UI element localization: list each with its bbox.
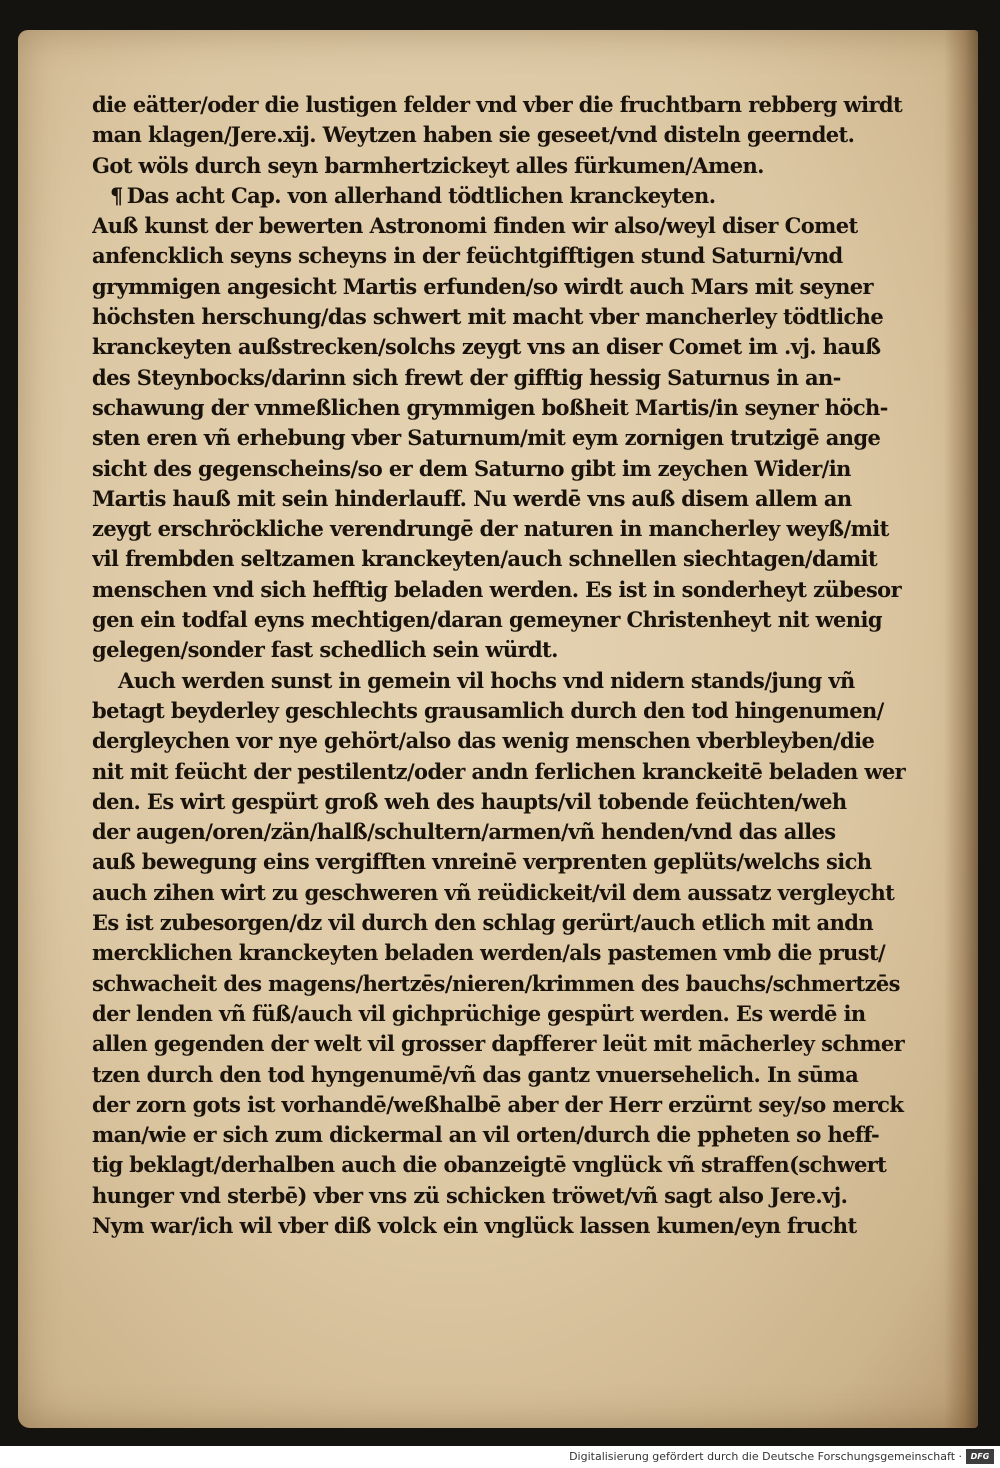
text-line: des Steynbocks/darinn sich frewt der gifftig hessig Saturnus in an- [92, 364, 841, 390]
text-line: gen ein todfal eyns mechtigen/daran gemeyner Christenheyt nit wenig [92, 607, 882, 633]
text-line: man klagen/Jere.xij. Weytzen haben sie geseet/vnd disteln geerndet. [92, 122, 855, 148]
text-line: gelegen/sonder fast schedlich sein würdt. [92, 637, 558, 663]
text-line: schwacheit des magens/hertzēs/nieren/krimmen des bauchs/schmertzēs [92, 970, 900, 996]
text-line: den. Es wirt gespürt groß weh des haupts/vil tobende feüchten/weh [92, 788, 847, 814]
text-line: man/wie er sich zum dickermal an vil orten/durch die ppheten so heff- [92, 1122, 880, 1148]
page-text [92, 90, 926, 1241]
paragraph-start-line: Auch werden sunst in gemein vil hochs vnd nidern stands/jung vñ [118, 667, 855, 693]
page-edge-shadow [944, 30, 978, 1428]
text-line: vil frembden seltzamen kranckeyten/auch schnellen siechtagen/damit [92, 546, 878, 572]
text-line: kranckeyten außstrecken/solchs zeygt vns an diser Comet im .vj. hauß [92, 334, 881, 360]
text-line: die eätter/oder die lustigen felder vnd vber die fruchtbarn rebberg wirdt [92, 92, 903, 117]
chapter-heading [92, 181, 926, 211]
text-line: Auß kunst der bewerten Astronomi finden wir also/weyl diser Comet [92, 213, 858, 239]
text-line: Got wöls durch seyn barmhertzickeyt alles fürkumen/Amen. [92, 152, 764, 178]
text-line: dergleychen vor nye gehört/also das wenig menschen vberbleyben/die [92, 728, 875, 754]
text-line: schawung der vnmeßlichen grymmigen boßheit Martis/in seyner höch- [92, 394, 888, 420]
text-line: grymmigen angesicht Martis erfunden/so wirdt auch Mars mit seyner [92, 273, 874, 299]
text-line: betagt beyderley geschlechts grausamlich durch den tod hingenumen/ [92, 697, 884, 723]
text-line: auß bewegung eins vergifften vnreinē verprenten geplüts/welchs sich [92, 849, 872, 875]
text-line: sicht des gegenscheins/so er dem Saturno gibt im zeychen Wider/in [92, 455, 851, 481]
book-page [18, 30, 978, 1428]
text-line: allen gegenden der welt vil grosser dapfferer leüt mit mācherley schmer [92, 1031, 905, 1057]
text-line: Nym war/ich wil vber diß volck ein vnglück lassen kumen/eyn frucht [92, 1212, 857, 1238]
text-line: der augen/oren/zän/halß/schultern/armen/vñ henden/vnd das alles [92, 819, 836, 845]
text-line: höchsten herschung/das schwert mit macht vber mancherley tödtliche [92, 304, 884, 330]
text-line: der zorn gots ist vorhandē/weßhalbē aber der Herr erzürnt sey/so merck [92, 1091, 904, 1117]
text-line: hunger vnd sterbē) vber vns zü schicken tröwet/vñ sagt also Jere.vj. [92, 1182, 848, 1208]
text-line: Martis hauß mit sein hinderlauff. Nu werdē vns auß disem allem an [92, 485, 852, 511]
text-line: auch zihen wirt zu geschweren vñ reüdickeit/vil dem aussatz vergleycht [92, 879, 895, 905]
text-line: sten eren vñ erhebung vber Saturnum/mit eym zornigen trutzigē ange [92, 425, 881, 451]
pilcrow-mark: ¶ [110, 182, 123, 208]
text-line: menschen vnd sich hefftig beladen werden. Es ist in sonderheyt zübesor [92, 576, 902, 602]
chapter-heading-text: Das acht Cap. von allerhand tödtlichen kranckeyten. [126, 182, 716, 208]
text-line: anfencklich seyns scheyns in der feüchtgifftigen stund Saturni/vnd [92, 243, 843, 269]
text-line: zeygt erschröckliche verendrungē der naturen in mancherley weyß/mit [92, 516, 889, 542]
text-line: tig beklagt/derhalben auch die obanzeigtē vnglück vñ straffen(schwert [92, 1152, 887, 1178]
funding-credit: Digitalisierung gefördert durch die Deutsche Forschungsgemeinschaft · [569, 1450, 962, 1463]
text-line: nit mit feücht der pestilentz/oder andn ferlichen kranckeitē beladen wer [92, 758, 906, 784]
text-line: mercklichen kranckeyten beladen werden/als pastemen vmb die prust/ [92, 940, 886, 966]
text-line: der lenden vñ füß/auch vil gichprüchige gespürt werden. Es werdē in [92, 1000, 866, 1026]
dfg-logo: DFG [966, 1449, 994, 1464]
footer-bar [0, 1446, 1000, 1468]
text-line: Es ist zubesorgen/dz vil durch den schlag gerürt/auch etlich mit andn [92, 910, 873, 936]
text-line: tzen durch den tod hyngenumē/vñ das gantz vnuersehelich. In sūma [92, 1061, 859, 1087]
